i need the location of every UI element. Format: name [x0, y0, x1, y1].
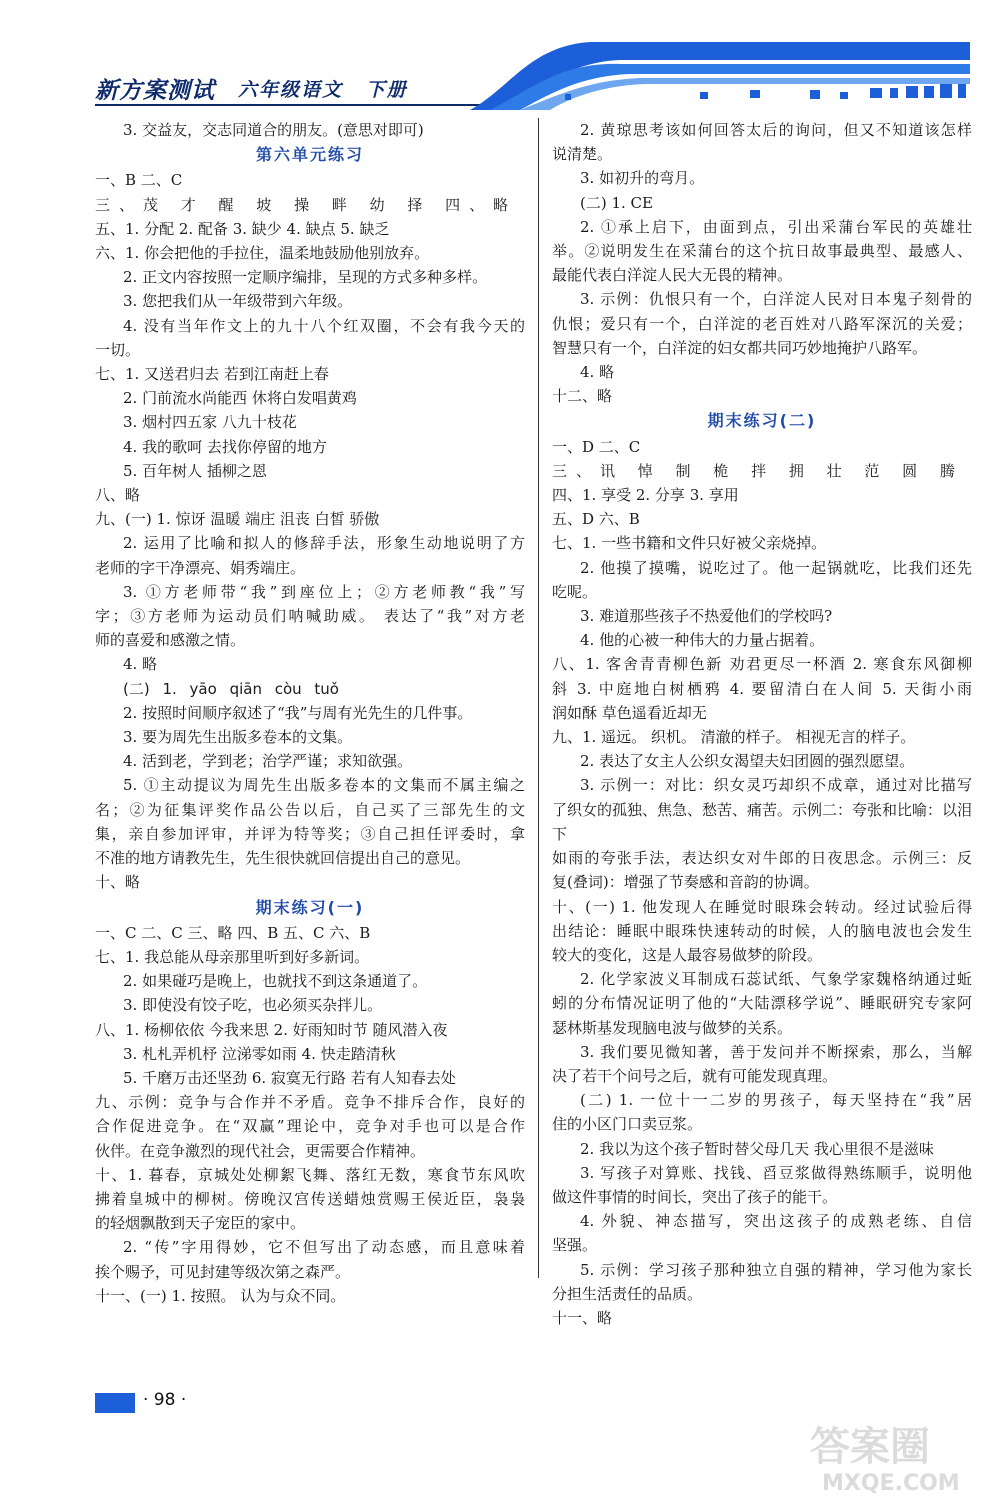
- text-line: 说清楚。: [552, 145, 613, 164]
- text-line: (二) 1. 一位十一二岁的男孩子，每天坚持在“我”居: [580, 1091, 972, 1110]
- text-line: 十二、略: [552, 387, 613, 406]
- text-line: 2. “传”字用得妙，它不但写出了动态感，而且意味着: [123, 1238, 525, 1257]
- text-line: 3. 交益友，交志同道合的朋友。(意思对即可): [123, 121, 424, 139]
- text-line: 不准的地方请教先生，先生很快就回信提出自己的意见。: [95, 849, 471, 868]
- text-line: 吃呢。: [552, 582, 598, 601]
- column-divider: [538, 118, 539, 1278]
- text-line: 三、茂 才 醒 坡 操 畔 幼 择 四、略: [95, 195, 518, 214]
- text-line: 七、1. 一些书籍和文件只好被父亲烧掉。: [552, 534, 827, 553]
- section-heading: 第六单元练习: [255, 145, 364, 165]
- text-line: 一切。: [95, 340, 141, 359]
- text-line: 3. 写孩子对算账、找钱、舀豆浆做得熟练顺手，说明他: [580, 1163, 972, 1182]
- text-line: 4. 他的心被一种伟大的力量占据着。: [580, 631, 825, 650]
- text-line: 2. ①承上启下，由面到点，引出采蒲台军民的英雄壮: [580, 217, 972, 236]
- text-line: 润如酥 草色遥看近却无: [552, 703, 707, 722]
- page-number: · 98 ·: [143, 1390, 187, 1410]
- text-line: 九、示例：竞争与合作并不矛盾。竞争不排斥合作，良好的: [95, 1093, 525, 1112]
- text-line: (二) 1. yāo qiān còu tuǒ: [123, 679, 339, 698]
- text-line: 十一、略: [552, 1308, 613, 1327]
- text-line: 蚓的分布情况证明了他的“大陆漂移学说”、睡眠研究专家阿: [552, 994, 972, 1013]
- text-line: 了织女的孤独、焦急、愁苦、痛苦。示例二：夸张和比喻：以泪下: [552, 800, 973, 843]
- header-banner-graphic: [470, 38, 970, 114]
- text-line: 3. 札札弄机杼 泣涕零如雨 4. 快走踏清秋: [123, 1044, 396, 1063]
- text-line: 4. 外貌、神态描写，突出这孩子的成熟老练、自信: [580, 1212, 972, 1231]
- text-line: 2. 如果碰巧是晚上，也就找不到这条通道了。: [123, 972, 428, 991]
- text-line: 师的喜爱和感激之情。: [95, 631, 246, 650]
- text-line: 伙伴。在竞争激烈的现代社会，更需要合作精神。: [95, 1141, 426, 1160]
- subject-title: 六年级语文 下册: [238, 79, 408, 101]
- text-line: 字；③方老师为运动员们呐喊助威。 表达了“我”对方老: [95, 607, 525, 626]
- text-line: 复(叠词)：增强了节奏感和音韵的协调。: [552, 873, 819, 892]
- text-line: 拂着皇城中的柳树。傍晚汉宫传送蜡烛赏赐王侯近臣，袅袅: [95, 1189, 525, 1208]
- text-line: 七、1. 又送君归去 若到江南赶上春: [95, 365, 329, 384]
- text-line: 老师的字干净漂亮、娟秀端庄。: [95, 558, 306, 577]
- text-line: 七、1. 我总能从母亲那里听到好多新词。: [95, 947, 370, 966]
- text-line: 3. 我们要见微知著，善于发问并不断探索，那么，当解: [580, 1042, 972, 1061]
- text-line: 三、讯 悼 制 桅 拌 拥 壮 范 圆 腾: [552, 461, 964, 480]
- text-line: 3. 示例：仇恨只有一个，白洋淀人民对日本鬼子刻骨的: [580, 290, 972, 309]
- text-line: 决了若干个问号之后，就有可能发现真理。: [552, 1066, 838, 1085]
- text-line: 2. 表达了女主人公织女渴望夫妇团圆的强烈愿望。: [580, 752, 915, 771]
- text-line: 2. 化学家波义耳制成石蕊试纸、气象学家魏格纳通过蚯: [580, 970, 972, 989]
- svg-text:MXQE.COM: MXQE.COM: [822, 1471, 960, 1496]
- brand-title: 新方案测试: [95, 78, 215, 104]
- text-line: 坚强。: [552, 1236, 598, 1255]
- text-line: 十、(一) 1. 他发现人在睡觉时眼珠会转动。经过试验后得: [552, 897, 972, 916]
- text-line: 4. 我的歌呵 去找你停留的地方: [123, 437, 327, 456]
- text-line: 4. 活到老，学到老；治学严谨；求知欲强。: [123, 752, 413, 771]
- text-line: 六、1. 你会把他的手拉住，温柔地鼓励他别放弃。: [95, 244, 430, 263]
- text-line: 十、1. 暮春，京城处处柳絮飞舞、落红无数，寒食节东风吹: [95, 1165, 525, 1184]
- right-column: [552, 118, 972, 1330]
- section-heading: 期末练习(二): [707, 411, 817, 431]
- text-line: 3. 难道那些孩子不热爱他们的学校吗?: [580, 607, 833, 626]
- text-line: 名；②为征集评奖作品公告以后，自己买了三部先生的文: [95, 800, 525, 819]
- text-line: 5. 千磨万击还坚劲 6. 寂寞无行路 若有人知春去处: [123, 1068, 456, 1087]
- text-line: 出结论：睡眠中眼珠快速转动的时候，人的脑电波也会发生: [552, 921, 972, 940]
- text-line: 5. 百年树人 插柳之恩: [123, 461, 267, 480]
- text-line: 做这件事情的时间长，突出了孩子的能干。: [552, 1187, 838, 1206]
- text-line: 2. 按照时间顺序叙述了“我”与周有光先生的几件事。: [123, 703, 473, 722]
- text-line: 4. 没有当年作文上的九十八个红双圈，不会有我今天的: [123, 316, 525, 335]
- text-line: 3. 即使没有饺子吃，也必须买杂拌儿。: [123, 996, 383, 1015]
- svg-text:答案圈: 答案圈: [810, 1424, 930, 1470]
- text-line: 2. 门前流水尚能西 休将白发唱黄鸡: [123, 389, 357, 408]
- text-line: 集，亲自参加评审，并评为特等奖；③自己担任评委时，拿: [95, 824, 525, 843]
- header-rule: [95, 104, 515, 106]
- text-line: 2. 正文内容按照一定顺序编排，呈现的方式多种多样。: [123, 268, 488, 287]
- text-line: 四、1. 享受 2. 分享 3. 享用: [552, 486, 739, 505]
- page-header: [0, 0, 1000, 115]
- text-line: 最能代表白洋淀人民大无畏的精神。: [552, 266, 793, 285]
- text-line: 3. 您把我们从一年级带到六年级。: [123, 292, 353, 311]
- text-line: 十一、(一) 1. 按照。 认为与众不同。: [95, 1286, 346, 1305]
- text-line: 5. ①主动提议为周先生出版多卷本的文集而不属主编之: [123, 776, 525, 795]
- text-line: 分担生活责任的品质。: [552, 1284, 703, 1303]
- text-line: 斜 3. 中庭地白树栖鸦 4. 要留清白在人间 5. 天街小雨: [552, 679, 972, 698]
- text-line: 2. 运用了比喻和拟人的修辞手法，形象生动地说明了方: [123, 534, 525, 553]
- text-line: (二) 1. CE: [580, 193, 653, 212]
- text-line: 九、(一) 1. 惊讶 温暖 端庄 沮丧 白皙 骄傲: [95, 510, 380, 529]
- text-line: 3. 示例一：对比：织女灵巧却织不成章，通过对比描写: [580, 776, 972, 795]
- text-line: 五、1. 分配 2. 配备 3. 缺少 4. 缺点 5. 缺乏: [95, 219, 390, 238]
- text-line: 八、1. 杨柳依依 今我来思 2. 好雨知时节 随风潜入夜: [95, 1020, 448, 1039]
- page-tab-marker: [95, 1393, 135, 1413]
- text-line: 2. 黄琼思考该如何回答太后的询问，但又不知道该怎样: [580, 121, 972, 139]
- text-line: 瑟林斯基发现脑电波与做梦的关系。: [552, 1018, 793, 1037]
- text-line: 较大的变化，这是人最容易做梦的阶段。: [552, 945, 823, 964]
- text-line: 一、B 二、C: [95, 171, 183, 190]
- text-line: 八、略: [95, 486, 141, 505]
- text-line: 挨个赐予，可见封建等级次第之森严。: [95, 1262, 351, 1281]
- text-line: 住的小区门口卖豆浆。: [552, 1115, 703, 1134]
- text-line: 3. ①方老师带“我”到座位上；②方老师教“我”写: [123, 582, 525, 601]
- text-line: 4. 略: [123, 655, 158, 674]
- text-line: 举。②说明发生在采蒲台的这个抗日故事最典型、最感人、: [552, 242, 972, 261]
- section-heading: 期末练习(一): [255, 897, 365, 917]
- text-line: 如雨的夸张手法，表达织女对牛郎的日夜思念。示例三：反: [552, 849, 972, 868]
- text-line: 八、1. 客舍青青柳色新 劝君更尽一杯酒 2. 寒食东风御柳: [552, 655, 972, 674]
- text-line: 2. 我以为这个孩子暂时替父母几天 我心里很不是滋味: [580, 1139, 934, 1158]
- text-line: 3. 要为周先生出版多卷本的文集。: [123, 728, 353, 747]
- text-line: 的轻烟飘散到天子宠臣的家中。: [95, 1214, 306, 1233]
- watermark-logo: [800, 1410, 990, 1500]
- text-line: 合作促进竞争。在“双赢”理论中，竞争对手也可以是合作: [95, 1117, 525, 1136]
- text-line: 九、1. 遥远。 织机。 清澈的样子。 相视无言的样子。: [552, 728, 916, 747]
- text-line: 十、略: [95, 873, 141, 892]
- left-column: [95, 118, 525, 1308]
- text-line: 五、D 六、B: [552, 510, 640, 529]
- text-line: 一、D 二、C: [552, 437, 641, 456]
- text-line: 4. 略: [580, 363, 615, 382]
- text-line: 2. 他摸了摸嘴，说吃过了。他一起锅就吃，比我们还先: [580, 558, 972, 577]
- text-line: 智慧只有一个，白洋淀的妇女都共同巧妙地掩护八路军。: [552, 338, 928, 357]
- text-line: 5. 示例：学习孩子那种独立自强的精神，学习他为家长: [580, 1260, 972, 1279]
- text-line: 一、C 二、C 三、略 四、B 五、C 六、B: [95, 923, 371, 942]
- text-line: 3. 如初升的弯月。: [580, 169, 705, 188]
- text-line: 3. 烟村四五家 八九十枝花: [123, 413, 297, 432]
- text-line: 仇恨；爱只有一个，白洋淀的老百姓对八路军深沉的关爱；: [552, 314, 972, 333]
